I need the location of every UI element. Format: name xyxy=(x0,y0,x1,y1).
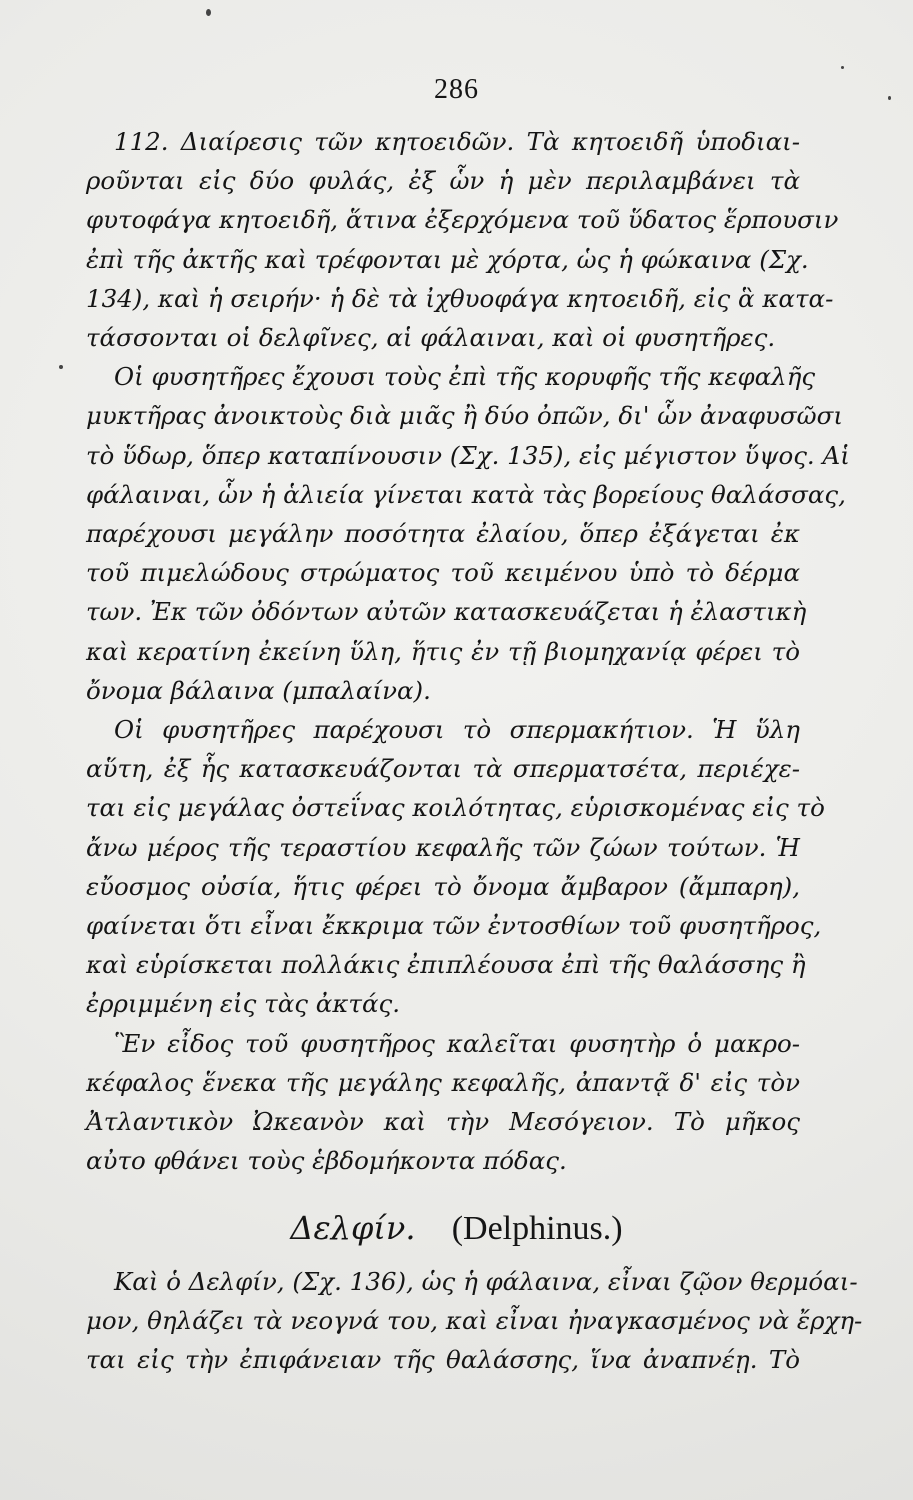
text-line: τάσσονται οἱ δελφῖνες, αἱ φάλαιναι, καὶ οἱ φυσητῆρες. xyxy=(86,323,776,353)
text-line: φάλαιναι, ὧν ἡ ἁλιεία γίνεται κατὰ τὰς βορείους θαλάσσας, xyxy=(86,479,846,509)
text-line: τοῦ πιμελώδους στρώματος τοῦ κειμένου ὑπὸ τὸ δέρμα xyxy=(86,558,800,588)
text-line: Οἱ φυσητῆρες ἔχουσι τοὺς ἐπὶ τῆς κορυφῆς τῆς κεφαλῆς xyxy=(114,362,816,392)
text-line: φυτοφάγα κητοειδῆ, ἅτινα ἐξερχόμενα τοῦ ὕδατος ἕρπουσιν xyxy=(86,205,839,235)
section-heading xyxy=(0,1208,913,1249)
page-number: 286 xyxy=(434,74,479,105)
text-line: ται εἰς μεγάλας ὀστεΐνας κοιλότητας, εὑρισκομένας εἰς τὸ xyxy=(86,793,825,823)
text-line: φαίνεται ὅτι εἶναι ἔκκριμα τῶν ἐντοσθίων τοῦ φυσητῆρος, xyxy=(86,911,822,941)
paragraph xyxy=(86,1262,863,1380)
text-line: μον, θηλάζει τὰ νεογνά του, καὶ εἶναι ἠναγκασμένος νὰ ἔρχη- xyxy=(86,1306,863,1336)
section-heading-latin: (Delphinus.) xyxy=(451,1210,623,1247)
text-line: κέφαλος ἕνεκα τῆς μεγάλης κεφαλῆς, ἀπαντᾷ δ' εἰς τὸν xyxy=(86,1067,800,1097)
text-line: αὕτη, ἐξ ἧς κατασκευάζονται τὰ σπερματσέτα, περιέχε- xyxy=(86,754,800,784)
scan-speck xyxy=(206,9,211,16)
text-line: παρέχουσι μεγάλην ποσότητα ἐλαίου, ὅπερ ἐξάγεται ἐκ xyxy=(86,519,800,549)
text-line: τὸ ὕδωρ, ὅπερ καταπίνουσιν (Σχ. 135), εἰς μέγιστον ὕψος. Αἱ xyxy=(86,440,850,470)
text-line: καὶ εὑρίσκεται πολλάκις ἐπιπλέουσα ἐπὶ τῆς θαλάσσης ἢ xyxy=(86,950,806,980)
text-line: ἄνω μέρος τῆς τεραστίου κεφαλῆς τῶν ζώων τούτων. Ἡ xyxy=(86,832,800,862)
text-line: ὄνομα βάλαινα (μπαλαίνα). xyxy=(86,675,431,705)
text-line: αὐτο φθάνει τοὺς ἑβδομήκοντα πόδας. xyxy=(86,1146,567,1176)
paragraph xyxy=(86,710,825,1024)
body-text xyxy=(86,122,850,1180)
section-heading-greek: Δελφίν. xyxy=(290,1209,416,1247)
text-line: Ἀτλαντικὸν Ὠκεανὸν καὶ τὴν Μεσόγειον. Τὸ μῆκος xyxy=(86,1107,800,1137)
text-line: Οἱ φυσητῆρες παρέχουσι τὸ σπερμακήτιον. Ἡ ὕλη xyxy=(114,715,800,745)
text-line: ἐρριμμένη εἰς τὰς ἀκτάς. xyxy=(86,989,401,1019)
text-line: Ἓν εἶδος τοῦ φυσητῆρος καλεῖται φυσητὴρ ὁ μακρο- xyxy=(114,1028,800,1058)
section-body-text xyxy=(86,1262,863,1380)
paragraph xyxy=(86,122,839,357)
paragraph xyxy=(86,357,850,710)
paragraph xyxy=(86,1024,800,1181)
scan-speck xyxy=(841,66,844,69)
scan-speck xyxy=(59,365,63,369)
text-line: των. Ἐκ τῶν ὀδόντων αὐτῶν κατασκευάζεται ἡ ἐλαστικὴ xyxy=(86,597,807,627)
text-line: καὶ κερατίνη ἐκείνη ὕλη, ἥτις ἐν τῇ βιομηχανίᾳ φέρει τὸ xyxy=(86,636,800,666)
text-line: μυκτῆρας ἀνοικτοὺς διὰ μιᾶς ἢ δύο ὀπῶν, δι' ὧν ἀναφυσῶσι xyxy=(86,401,843,431)
text-line: εὔοσμος οὐσία, ἥτις φέρει τὸ ὄνομα ἄμβαρον (ἄμπαρη), xyxy=(86,871,800,901)
text-line: 112. Διαίρεσις τῶν κητοειδῶν. Τὰ κητοειδῆ ὑποδιαι- xyxy=(114,127,800,156)
text-line: Καὶ ὁ Δελφίν, (Σχ. 136), ὡς ἡ φάλαινα, εἶναι ζῷον θερμόαι- xyxy=(114,1267,858,1296)
text-line: ἐπὶ τῆς ἀκτῆς καὶ τρέφονται μὲ χόρτα, ὡς ἡ φώκαινα (Σχ. xyxy=(86,244,809,274)
text-line: ται εἰς τὴν ἐπιφάνειαν τῆς θαλάσσης, ἵνα ἀναπνέῃ. Τὸ xyxy=(86,1345,800,1375)
text-line: ροῦνται εἰς δύο φυλάς, ἐξ ὧν ἡ μὲν περιλαμβάνει τὰ xyxy=(86,166,800,196)
text-line: 134), καὶ ἡ σειρήν· ἡ δὲ τὰ ἰχθυοφάγα κητοειδῆ, εἰς ἃ κατα- xyxy=(86,283,834,313)
